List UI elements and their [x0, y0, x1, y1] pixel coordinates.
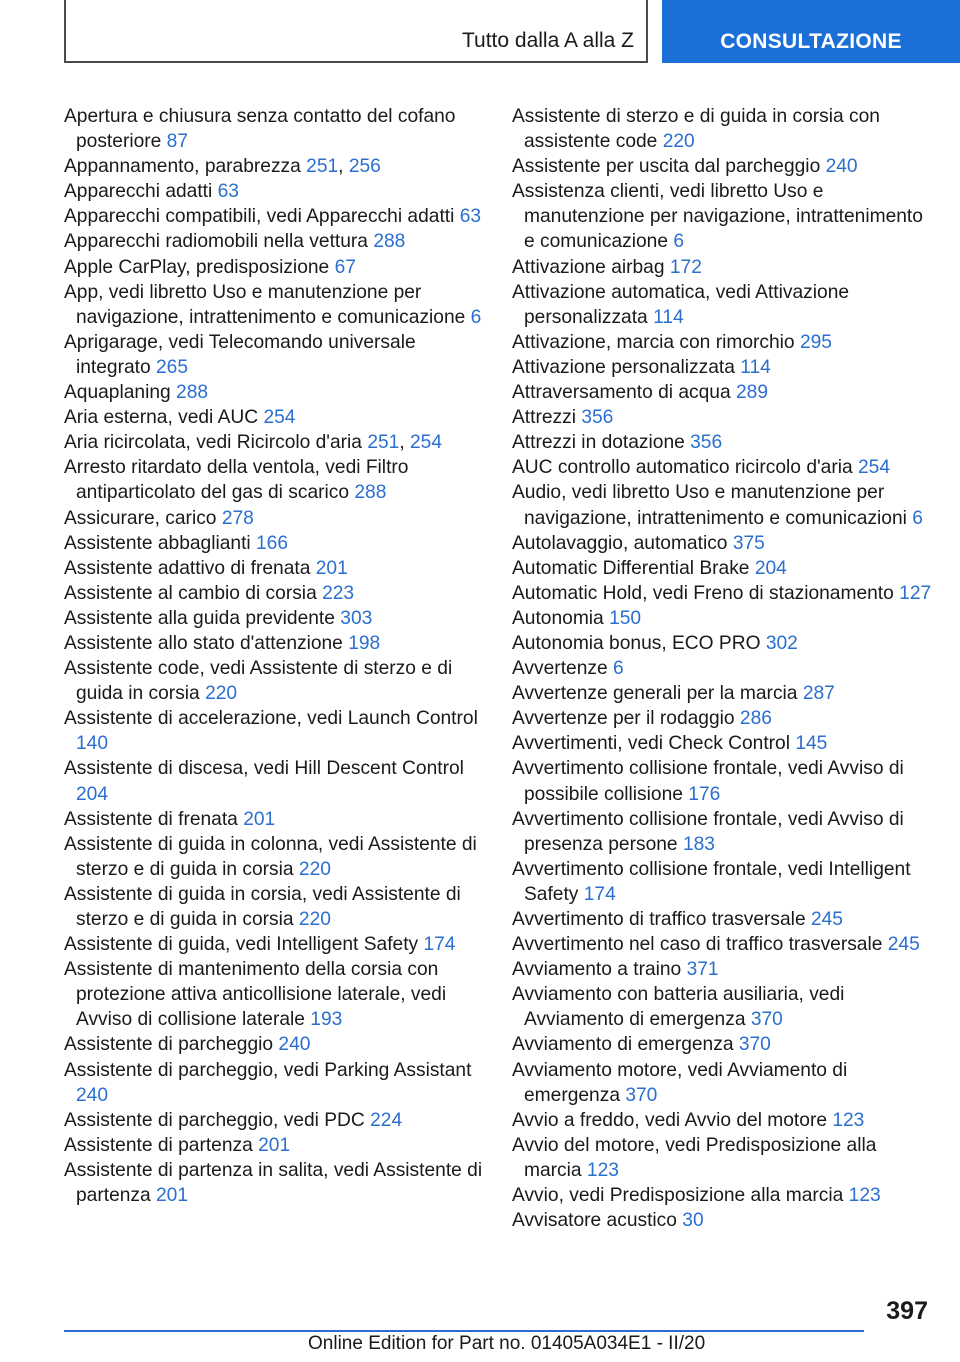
- page-reference-link[interactable]: 166: [256, 532, 289, 554]
- page-reference-link[interactable]: 114: [740, 356, 771, 378]
- index-entry: [64, 380, 484, 405]
- entry-term: Avvertimento collisione frontale, vedi Avviso di presenza persone: [512, 808, 904, 855]
- index-entry: [512, 355, 932, 380]
- page-reference-link[interactable]: 67: [334, 256, 356, 278]
- page-reference-link[interactable]: 204: [76, 783, 109, 805]
- page-reference-link[interactable]: 223: [322, 582, 355, 604]
- entry-term: Attraversamento di acqua: [512, 382, 731, 404]
- index-entry: [512, 255, 932, 280]
- index-entry: [512, 631, 932, 656]
- entry-term: Assistenza clienti, vedi libretto Uso e manutenzione per navigazione, intrattenimento e comunicazione: [512, 181, 923, 253]
- entry-term: Avvisatore acustico: [512, 1210, 677, 1232]
- page-reference-link[interactable]: 302: [765, 632, 798, 654]
- index-entry: [64, 581, 484, 606]
- index-entry: Appannamento, parabrezza 251, 256: [64, 156, 381, 178]
- index-entry: [512, 1108, 932, 1133]
- page-reference-link[interactable]: 289: [736, 382, 769, 404]
- entry-term: Assistente alla guida previdente: [64, 607, 335, 629]
- index-entry: [512, 731, 932, 756]
- section-title: Tutto dalla A alla Z: [462, 28, 634, 52]
- index-entry: [64, 832, 484, 882]
- page-reference-link[interactable]: 220: [298, 858, 331, 880]
- index-entry: [64, 1158, 484, 1208]
- entry-term: Assicurare, carico: [64, 507, 217, 529]
- index-entry: [64, 1133, 484, 1158]
- index-entry: [512, 807, 932, 857]
- entry-term: AUC controllo automatico ricircolo d'aria: [512, 457, 853, 479]
- index-column-right: [512, 104, 932, 1233]
- page-reference-link[interactable]: 140: [76, 733, 109, 755]
- page-reference-link[interactable]: 371: [686, 959, 719, 981]
- entry-term: Avvertenze per il rodaggio: [512, 708, 735, 730]
- index-entry: [64, 756, 484, 806]
- page-reference-link[interactable]: 127: [899, 582, 932, 604]
- index-entry: [512, 1133, 932, 1183]
- entry-term: Attivazione automatica, vedi Attivazione personalizzata: [512, 281, 850, 328]
- page-reference-link[interactable]: 256: [348, 156, 381, 178]
- entry-term: Avviamento a traino: [512, 959, 682, 981]
- entry-term: Assistente di discesa, vedi Hill Descent Control: [64, 758, 464, 780]
- index-entry: [64, 104, 484, 154]
- entry-term: Avvertenze generali per la marcia: [512, 683, 798, 705]
- entry-term: Assistente di parcheggio: [64, 1034, 274, 1056]
- entry-term: Attivazione, marcia con rimorchio: [512, 331, 795, 353]
- index-entry: [512, 932, 932, 957]
- page-reference-link[interactable]: 123: [832, 1109, 865, 1131]
- entry-term: Autonomia: [512, 607, 604, 629]
- entry-term: Assistente di frenata: [64, 808, 238, 830]
- footer-divider: [64, 1330, 864, 1332]
- entry-term: Avvio del motore, vedi Predisposizione alla marcia: [512, 1134, 877, 1181]
- page-reference-link[interactable]: 220: [662, 131, 695, 153]
- index-entry: [512, 706, 932, 731]
- page-reference-link[interactable]: 240: [76, 1084, 109, 1106]
- page-reference-link[interactable]: 204: [754, 557, 787, 579]
- index-entry: [64, 330, 484, 380]
- index-entry: [64, 405, 484, 430]
- entry-term: Assistente di sterzo e di guida in corsia con assistente code: [512, 106, 880, 153]
- entry-term: Appannamento, parabrezza: [64, 156, 301, 178]
- page-reference-link[interactable]: 172: [669, 256, 702, 278]
- page-reference-link[interactable]: 254: [858, 457, 891, 479]
- index-entry: Aria ricircolata, vedi Ricircolo d'aria 251, 254: [64, 432, 443, 454]
- index-entry: [64, 807, 484, 832]
- index-entry: [512, 455, 932, 480]
- index-entry: [512, 430, 932, 455]
- entry-term: Apparecchi compatibili, vedi Apparecchi adatti: [64, 206, 455, 228]
- index-entry: [64, 606, 484, 631]
- index-entry: [512, 1208, 932, 1233]
- page-reference-link[interactable]: 123: [848, 1185, 881, 1207]
- page-reference-link[interactable]: 87: [166, 131, 189, 153]
- page-number: 397: [886, 1297, 928, 1325]
- entry-term: Avvertimento collisione frontale, vedi Intelligent Safety: [512, 858, 911, 905]
- entry-term: Audio, vedi libretto Uso e manutenzione per navigazione, intrattenimento e comunicazioni: [512, 482, 907, 529]
- page-reference-link[interactable]: 240: [278, 1034, 311, 1056]
- page-reference-link[interactable]: 174: [423, 934, 456, 956]
- page-reference-link[interactable]: 6: [673, 231, 685, 253]
- page-reference-link[interactable]: 201: [315, 557, 348, 579]
- entry-term: App, vedi libretto Uso e manutenzione per navigazione, intrattenimento e comunicazione: [64, 281, 466, 328]
- entry-term: Autonomia bonus, ECO PRO: [512, 632, 761, 654]
- entry-term: Avvertenze: [512, 658, 608, 680]
- page-reference-link[interactable]: 265: [156, 356, 189, 378]
- entry-term: Assistente di mantenimento della corsia con protezione attiva anticollisione laterale, vedi Avviso di collisione laterale: [64, 959, 447, 1031]
- entry-term: Aria esterna, vedi AUC: [64, 407, 259, 429]
- entry-term: Avviamento con batteria ausiliaria, vedi Avviamento di emergenza: [512, 984, 845, 1031]
- page-reference-link[interactable]: 370: [750, 1009, 783, 1031]
- entry-term: Apertura e chiusura senza contatto del cofano posteriore: [64, 106, 456, 153]
- page-reference-link[interactable]: 63: [217, 181, 239, 203]
- entry-term: Autolavaggio, automatico: [512, 532, 728, 554]
- index-entry: [512, 606, 932, 631]
- page-reference-link[interactable]: 303: [340, 607, 373, 629]
- page-reference-link[interactable]: 288: [176, 382, 209, 404]
- entry-term: Arresto ritardato della ventola, vedi Filtro antiparticolato del gas di scarico: [64, 457, 409, 504]
- page-reference-link[interactable]: 30: [682, 1210, 704, 1232]
- entry-term: Avvio, vedi Predisposizione alla marcia: [512, 1185, 844, 1207]
- page-reference-link[interactable]: 114: [653, 306, 684, 328]
- page-reference-link[interactable]: 240: [825, 156, 858, 178]
- entry-term: Aprigarage, vedi Telecomando universale integrato: [64, 331, 416, 378]
- page-reference-link[interactable]: 6: [912, 507, 923, 529]
- entry-term: Assistente di partenza: [64, 1134, 253, 1156]
- index-entry: [512, 1058, 932, 1108]
- index-entry: [512, 982, 932, 1032]
- page-reference-link[interactable]: 193: [310, 1009, 343, 1031]
- index-entry: [512, 1032, 932, 1057]
- entry-term: Avvertimento collisione frontale, vedi Avviso di possibile collisione: [512, 758, 904, 805]
- index-entry: [64, 556, 484, 581]
- index-entry: [512, 405, 932, 430]
- entry-term: Apparecchi radiomobili nella vettura: [64, 231, 368, 253]
- page-reference-link[interactable]: 370: [625, 1084, 658, 1106]
- index-entry: [64, 255, 484, 280]
- page-reference-link[interactable]: 245: [810, 909, 843, 930]
- entry-term: Assistente di parcheggio, vedi PDC: [64, 1109, 365, 1131]
- entry-term: Assistente per uscita dal parcheggio: [512, 156, 821, 178]
- index-entry: [512, 907, 932, 932]
- index-entry: [512, 957, 932, 982]
- index-entry: [512, 681, 932, 706]
- index-entry: [64, 280, 484, 330]
- page-reference-link[interactable]: 224: [370, 1109, 403, 1131]
- entry-term: Assistente di partenza in salita, vedi Assistente di partenza: [64, 1159, 483, 1207]
- entry-term: Attrezzi: [512, 407, 576, 429]
- index-entry: [64, 882, 484, 932]
- running-header: [64, 0, 648, 63]
- index-entry: [512, 179, 932, 254]
- page-reference-link[interactable]: 356: [581, 407, 614, 429]
- page-reference-link[interactable]: 174: [583, 883, 616, 905]
- entry-term: Attivazione personalizzata: [512, 356, 735, 378]
- index-entry: [512, 480, 932, 530]
- entry-term: Assistente di guida, vedi Intelligent Safety: [64, 934, 419, 956]
- page-reference-link[interactable]: 201: [243, 808, 276, 830]
- index-entry: [512, 154, 932, 179]
- entry-term: Assistente di parcheggio, vedi Parking Assistant: [64, 1059, 472, 1081]
- entry-term: Apparecchi adatti: [64, 181, 213, 203]
- chapter-tab: CONSULTAZIONE: [662, 0, 960, 63]
- entry-term: Automatic Hold, vedi Freno di stazionamento: [512, 582, 894, 604]
- index-entry: [64, 706, 484, 756]
- edition-info: Online Edition for Part no. 01405A034E1 - II/20: [308, 1333, 706, 1354]
- index-entry: [64, 179, 484, 204]
- entry-term: Aquaplaning: [64, 382, 171, 404]
- index-entry: [512, 531, 932, 556]
- index-entry: [64, 1058, 484, 1108]
- page-reference-link[interactable]: 251: [367, 432, 400, 454]
- index-entry: [64, 631, 484, 656]
- entry-term: Avvertimento di traffico trasversale: [512, 909, 806, 930]
- entry-term: Assistente al cambio di corsia: [64, 582, 317, 604]
- page-reference-link[interactable]: 220: [205, 683, 238, 705]
- index-column-left: [64, 104, 484, 1208]
- page-reference-link[interactable]: 201: [258, 1134, 291, 1156]
- page-reference-link[interactable]: 198: [348, 632, 381, 654]
- index-entry: [64, 531, 484, 556]
- entry-term: Assistente di guida in colonna, vedi Assistente di sterzo e di guida in corsia: [64, 833, 477, 880]
- entry-term: Attrezzi in dotazione: [512, 432, 685, 454]
- entry-term: Avvertimento nel caso di traffico trasversale: [512, 934, 883, 956]
- page-reference-link[interactable]: 6: [470, 306, 482, 328]
- index-entry: [64, 1108, 484, 1133]
- index-entry: [64, 204, 484, 229]
- page-reference-link[interactable]: 286: [739, 708, 772, 730]
- page-reference-link[interactable]: 183: [682, 833, 715, 855]
- index-entry: [64, 455, 484, 505]
- entry-term: Assistente di guida in corsia, vedi Assistente di sterzo e di guida in corsia: [64, 883, 461, 930]
- page-reference-link[interactable]: 288: [373, 231, 406, 253]
- index-entry: [512, 104, 932, 154]
- index-entry: [64, 932, 484, 957]
- page-reference-link[interactable]: 201: [156, 1185, 189, 1207]
- page-reference-link[interactable]: 295: [799, 331, 832, 353]
- page-reference-link[interactable]: 123: [586, 1159, 619, 1181]
- entry-term: Attivazione airbag: [512, 256, 665, 278]
- index-entry: [512, 656, 932, 681]
- page-reference-link[interactable]: 287: [802, 683, 835, 705]
- page-reference-link[interactable]: 6: [612, 658, 624, 680]
- index-entry: [512, 857, 932, 907]
- entry-term: Avviamento motore, vedi Avviamento di emergenza: [512, 1059, 848, 1106]
- index-entry: [64, 656, 484, 706]
- entry-term: Assistente adattivo di frenata: [64, 557, 311, 579]
- page-reference-link[interactable]: 254: [410, 432, 443, 454]
- page-reference-link[interactable]: 370: [738, 1034, 771, 1056]
- page-reference-link[interactable]: 288: [354, 482, 387, 504]
- index-entry: [64, 1032, 484, 1057]
- page-reference-link[interactable]: 150: [609, 607, 642, 629]
- entry-term: Aria ricircolata, vedi Ricircolo d'aria: [64, 432, 362, 454]
- index-entry: [512, 330, 932, 355]
- page-reference-link[interactable]: 278: [221, 507, 254, 529]
- index-entry: [512, 280, 932, 330]
- page-reference-link[interactable]: 375: [732, 532, 765, 554]
- entry-term: Avvio a freddo, vedi Avvio del motore: [512, 1109, 827, 1131]
- entry-term: Apple CarPlay, predisposizione: [64, 256, 330, 278]
- index-entry: [512, 380, 932, 405]
- index-entry: [512, 756, 932, 806]
- entry-term: Assistente di accelerazione, vedi Launch Control: [64, 708, 478, 730]
- page-reference-link[interactable]: 245: [887, 934, 920, 956]
- index-entry: [64, 957, 484, 1032]
- index-entry: [64, 229, 484, 254]
- entry-term: Assistente allo stato d'attenzione: [64, 632, 343, 654]
- page-reference-link[interactable]: 220: [298, 909, 331, 930]
- page-reference-link[interactable]: 356: [690, 432, 723, 454]
- entry-term: Automatic Differential Brake: [512, 557, 750, 579]
- page-reference-link[interactable]: 176: [688, 783, 721, 805]
- page-reference-link[interactable]: 254: [263, 407, 296, 429]
- entry-term: Avviamento di emergenza: [512, 1034, 734, 1056]
- entry-term: Assistente code, vedi Assistente di sterzo e di guida in corsia: [64, 658, 453, 705]
- entry-term: Avvertimenti, vedi Check Control: [512, 733, 790, 755]
- entry-term: Assistente abbaglianti: [64, 532, 251, 554]
- index-entry: [64, 506, 484, 531]
- index-entry: [512, 581, 932, 606]
- index-entry: [512, 556, 932, 581]
- page-reference-link[interactable]: 145: [795, 733, 828, 755]
- index-entry: [512, 1183, 932, 1208]
- page-reference-link[interactable]: 251: [306, 156, 339, 178]
- page-reference-link[interactable]: 63: [459, 206, 482, 228]
